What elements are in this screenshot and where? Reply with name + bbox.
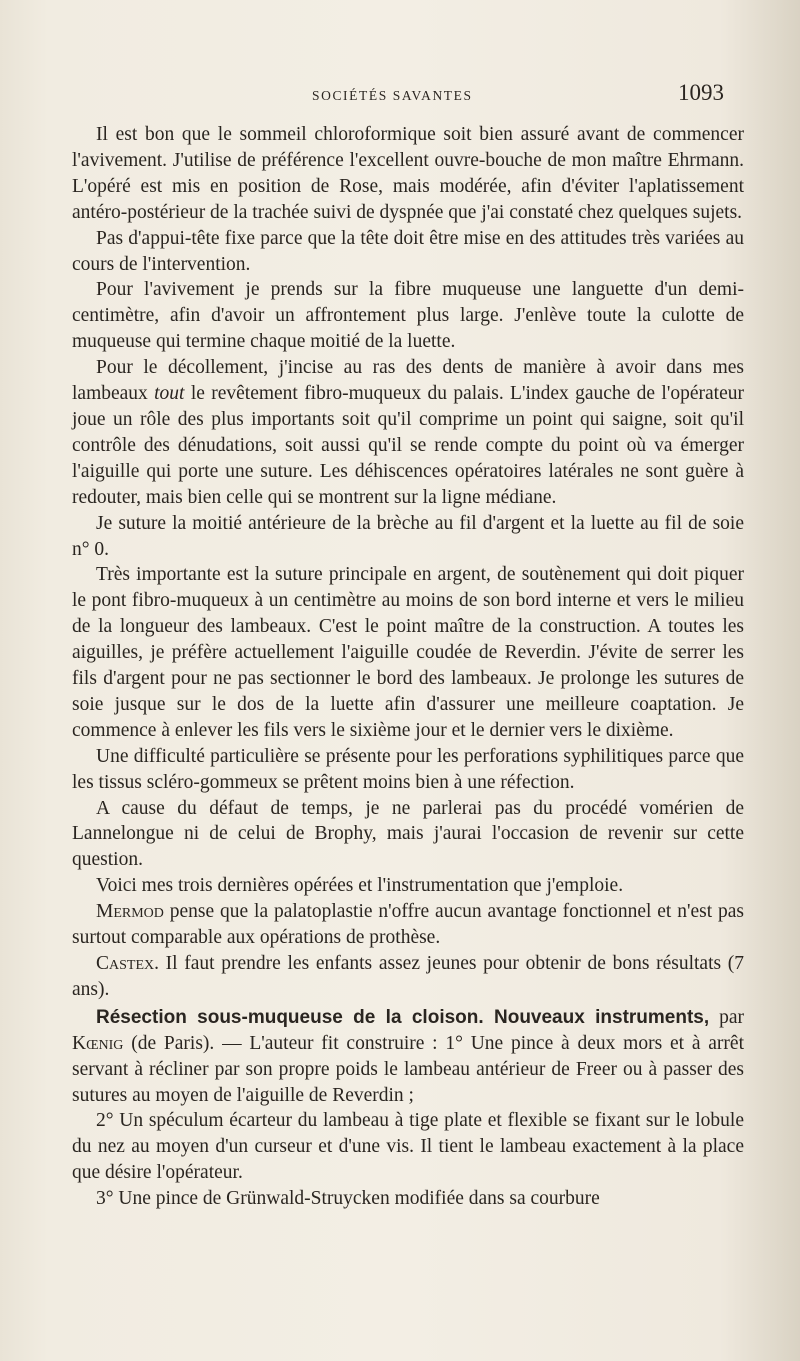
paragraph: Une difficulté particulière se présente pour les perforations syphilitiques parce que les tissus scléro-gommeux se prêtent moins bien à une réfection. <box>72 745 744 793</box>
page-number: 1093 <box>678 80 724 105</box>
paragraph-mermod <box>72 899 744 951</box>
page-header <box>72 80 744 122</box>
paragraph: Pas d'appui-tête fixe parce que la tête doit être mise en des attitudes très variées au cours de l'intervention. <box>72 227 744 275</box>
speaker-name: Castex. <box>96 953 159 974</box>
text-run: Pour le décollement, j'incise au ras des dents de manière à avoir dans mes lambeaux <box>72 357 744 405</box>
emphasis-text: tout <box>154 383 185 405</box>
text-run: Il faut prendre les enfants assez jeunes pour obtenir de bons résultats (7 ans). <box>72 953 744 1000</box>
text-run: pense que la palatoplastie n'offre aucun avantage fonctionnel et n'est pas surtout comparable aux opérations de prothèse. <box>72 901 744 949</box>
paragraph: Très importante est la suture principale en argent, de soutènement qui doit piquer le pont fibro-muqueux à un centimètre au moins de son bord interne et vers le milieu de la longueur des lambeaux. C'est le point maître de la construction. A toutes les aiguilles, je préfère actuellement l'aiguille coudée de Reverdin. J'évite de serrer les fils d'argent pour ne pas sectionner le bord des lambeaux. Je prolonge les sutures de soie jusque sur le dos de la luette afin d'assurer une meilleure coaptation. Je commence à enlever les fils vers le sixième jour et le dernier vers le dixième. <box>72 564 744 741</box>
paragraph-section <box>72 1005 744 1109</box>
text-run: le revêtement fibro-muqueux du palais. L'index gauche de l'opérateur joue un rôle des plus importants soit qu'il comprime un point qui saigne, soit qu'il contrôle des dénudations, soit aussi qu'il se rende compte du point où va émerger l'aiguille qui porte une suture. Les déhiscences opératoires latérales ne sont guère à redouter, mais bien celle qui se montrent sur la ligne médiane. <box>72 383 744 508</box>
running-head: SOCIÉTÉS SAVANTES <box>312 88 473 103</box>
paragraph: Il est bon que le sommeil chloroformique soit bien assuré avant de commencer l'avivement. J'utilise de préférence l'excellent ouvre-bouche de mon maître Ehrmann. L'opéré est mis en position de Rose, mais modérée, afin d'éviter l'aplatissement antéro-postérieur de la trachée suivi de dyspnée que j'ai constaté chez quelques sujets. <box>72 124 744 223</box>
article-body <box>72 122 744 1212</box>
speaker-name: Mermod <box>96 901 164 923</box>
paragraph: Voici mes trois dernières opérées et l'instrumentation que j'emploie. <box>96 875 624 897</box>
list-item: 2° Un spéculum écarteur du lambeau à tige plate et flexible se fixant sur le lobule du nez au moyen d'un curseur et d'une vis. Il tient le lambeau exactement à la place que désire l'opérateur. <box>72 1110 744 1184</box>
list-item: 3° Une pince de Grünwald-Struycken modifiée dans sa courbure <box>96 1188 600 1210</box>
paragraph-decollement <box>72 355 744 510</box>
text-run: par <box>709 1006 744 1028</box>
text-run: (de Paris). — L'auteur fit construire : 1° Une pince à deux mors et à arrêt servant à récliner par son propre poids le lambeau antérieur de Freer ou à passer des sutures au moyen de l'aiguille de Reverdin ; <box>72 1032 744 1106</box>
paragraph: A cause du défaut de temps, je ne parlerai pas du procédé vomérien de Lannelongue ni de celui de Brophy, mais j'aurai l'occasion de revenir sur cette question. <box>72 797 744 871</box>
paragraph: Pour l'avivement je prends sur la fibre muqueuse une languette d'un demi-centimètre, afin d'avoir un affrontement plus large. J'enlève toute la culotte de muqueuse qui termine chaque moitié de la luette. <box>72 279 744 353</box>
paragraph: Je suture la moitié antérieure de la brèche au fil d'argent et la luette au fil de soie n° 0. <box>72 512 744 560</box>
paragraph-castex <box>72 951 744 1003</box>
author-name: Kœnig <box>72 1032 124 1054</box>
section-title: Résection sous-muqueuse de la cloison. Nouveaux instruments, <box>96 1006 710 1028</box>
